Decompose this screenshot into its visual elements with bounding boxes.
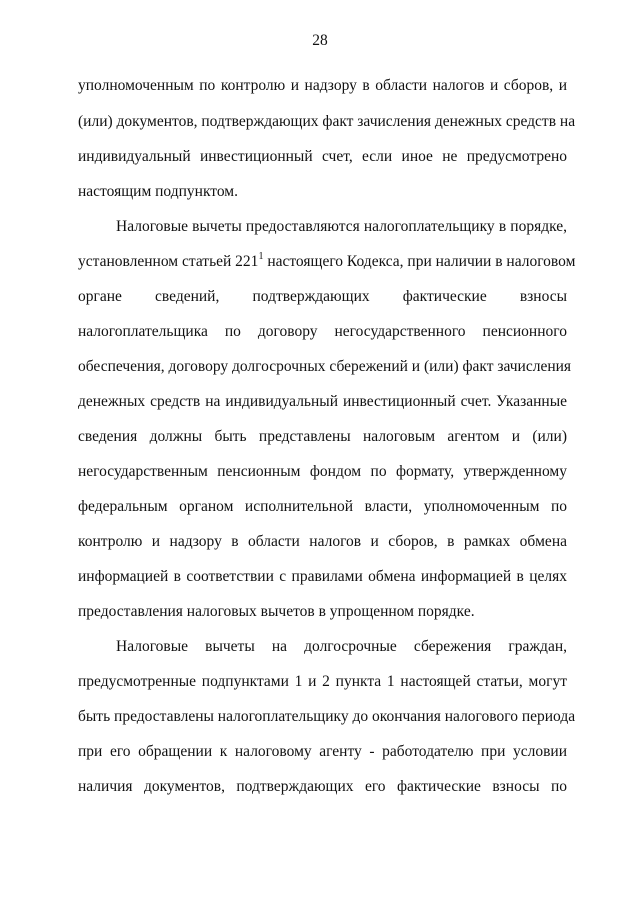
text-line: налогоплательщика по договору негосударственного пенсионного (78, 323, 567, 340)
text-line: информацией в соответствии с правилами обмена информацией в целях (78, 568, 567, 585)
text-line: (или) документов, подтверждающих факт зачисления денежных средств на (78, 113, 576, 130)
text-line: предоставления налоговых вычетов в упрощенном порядке. (78, 603, 475, 620)
text-line: обеспечения, договору долгосрочных сбережений и (или) факт зачисления (78, 358, 572, 375)
text-line: негосударственным пенсионным фондом по формату, утвержденному (78, 463, 567, 480)
text-line: денежных средств на индивидуальный инвестиционный счет. Указанные (78, 393, 567, 410)
text-line: уполномоченным по контролю и надзору в области налогов и сборов, и (78, 77, 567, 94)
text-span: настоящего Кодекса, при наличии в налоговом (263, 253, 576, 270)
paragraph-start-line: Налоговые вычеты предоставляются налогоплательщику в порядке, (116, 218, 567, 235)
text-line: органе сведений, подтверждающих фактические взносы (78, 288, 567, 305)
page-number: 28 (312, 32, 328, 49)
text-line: контролю и надзору в области налогов и сборов, в рамках обмена (78, 533, 567, 550)
paragraph-start-line: Налоговые вычеты на долгосрочные сбережения граждан, (116, 638, 567, 655)
text-line: индивидуальный инвестиционный счет, если иное не предусмотрено (78, 148, 567, 165)
superscript-article-number: 1 (258, 250, 264, 262)
text-line: быть предоставлены налогоплательщику до окончания налогового периода (78, 708, 576, 725)
text-line-with-superscript (78, 250, 576, 272)
text-line: наличия документов, подтверждающих его фактические взносы по (78, 778, 567, 795)
text-line: сведения должны быть представлены налоговым агентом и (или) (78, 428, 567, 445)
text-line: настоящим подпунктом. (78, 183, 238, 200)
text-line: предусмотренные подпунктами 1 и 2 пункта 1 настоящей статьи, могут (78, 673, 567, 690)
text-span: установленном статьей 221 (78, 253, 259, 270)
text-line: при его обращении к налоговому агенту - работодателю при условии (78, 743, 567, 760)
text-line: федеральным органом исполнительной власти, уполномоченным по (78, 498, 567, 515)
